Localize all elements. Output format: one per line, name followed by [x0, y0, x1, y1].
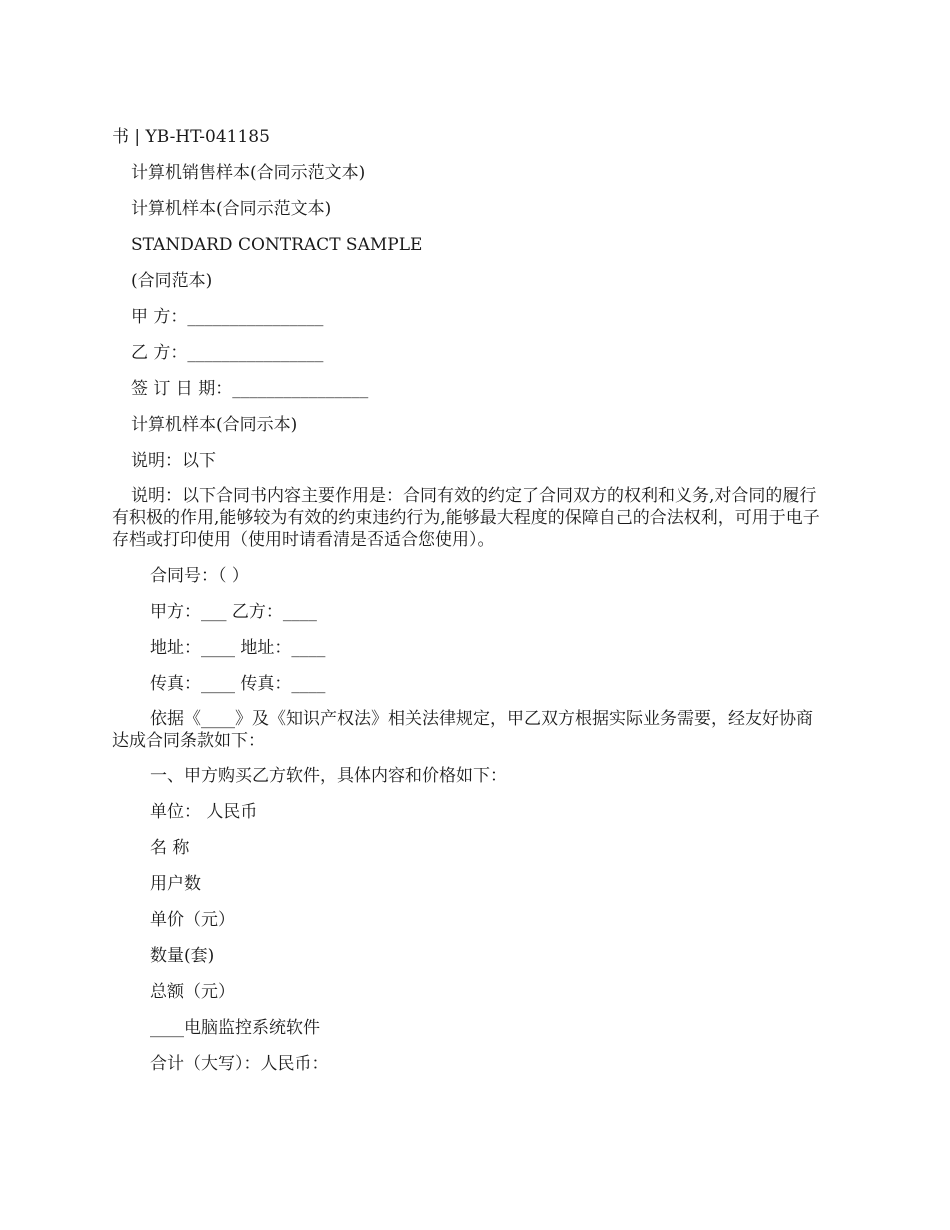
item-line: ____电脑监控系统软件: [150, 1018, 320, 1038]
title-body: 计算机样本(合同示本): [131, 415, 298, 435]
address-line: 地址：____ 地址：____: [150, 638, 326, 658]
basis-paragraph: 依据《____》及《知识产权法》相关法律规定，甲乙双方根据实际业务需要，经友好协商达成合同条款如下：: [112, 709, 813, 751]
doc-code: 书 | YB-HT-041185: [112, 127, 270, 147]
column-users: 用户数: [150, 874, 201, 894]
column-quantity: 数量(套): [150, 946, 215, 966]
intro-paragraph: 说明：以下合同书内容主要作用是：合同有效的约定了合同双方的权利和义务,对合同的履行有积极的作用,能够较为有效的约束违约行为,能够最大程度的保障自己的合法权利，可用于电子存档或打印使用（使用时请看清是否适合您使用）。: [112, 486, 820, 550]
sign-date-line: 签 订 日 期：________________: [131, 379, 369, 399]
column-total: 总额（元）: [150, 982, 235, 1002]
sum-line: 合计（大写）：人民币：: [150, 1054, 329, 1074]
fax-line: 传真：____ 传真：____: [150, 674, 326, 694]
column-price: 单价（元）: [150, 910, 235, 930]
column-name: 名 称: [150, 838, 190, 858]
title-en: STANDARD CONTRACT SAMPLE: [131, 235, 423, 255]
title-sale: 计算机销售样本(合同示范文本): [131, 163, 366, 183]
contract-number: 合同号：（ ）: [150, 566, 249, 586]
title-sample: 计算机样本(合同示范文本): [131, 199, 332, 219]
unit-line: 单位： 人民币: [150, 802, 258, 822]
party-b-line: 乙 方：________________: [131, 343, 324, 363]
party-a-line: 甲 方：________________: [131, 307, 324, 327]
parties-line: 甲方：___ 乙方：____: [150, 602, 317, 622]
note-short: 说明：以下: [131, 451, 216, 471]
clause-1: 一、甲方购买乙方软件，具体内容和价格如下：: [150, 766, 507, 786]
subtitle: (合同范本): [131, 271, 213, 291]
